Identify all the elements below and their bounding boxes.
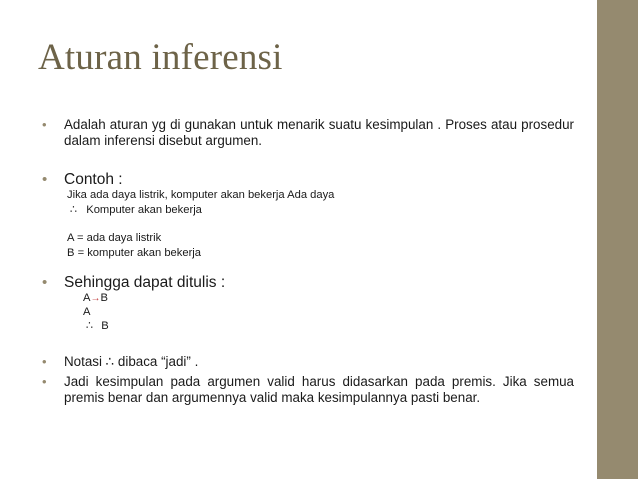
example-line-2 — [70, 203, 202, 217]
therefore-symbol: ∴ — [70, 204, 78, 216]
example-line-1: Jika ada daya listrik, komputer akan bekerja Ada daya — [67, 189, 335, 201]
formula-conclusion: B — [101, 320, 109, 332]
bullet-dot: • — [42, 374, 47, 389]
bullet-dot: • — [42, 171, 48, 188]
bullet-text: Adalah aturan yg di gunakan untuk menarik suatu kesimpulan . Proses atau prosedur dalam inferensi disebut argumen. — [64, 117, 574, 148]
slide-title: Aturan inferensi — [38, 37, 283, 78]
therefore-symbol: ∴ — [86, 320, 94, 332]
arrow-icon: → — [90, 293, 101, 304]
bullet-dot: • — [42, 117, 47, 132]
formula-line-3 — [86, 319, 109, 333]
bullet-dot: • — [42, 274, 48, 291]
bullet-text: Notasi ∴ dibaca “jadi” . — [64, 354, 199, 369]
example-def-b: B = komputer akan bekerja — [67, 247, 202, 259]
formula-line-2: A — [83, 306, 91, 318]
example-def-a: A = ada daya listrik — [67, 232, 162, 244]
bullet-dot: • — [42, 354, 47, 369]
example-conclusion: Komputer akan bekerja — [86, 204, 202, 216]
bullet-text: Jadi kesimpulan pada argumen valid harus didasarkan pada premis. Jika semua premis benar dan argumennya valid maka kesimpulannya pasti benar. — [64, 374, 574, 405]
formula-premise-b: B — [100, 292, 108, 304]
formula-line-1 — [83, 291, 108, 306]
bullet-text: Contoh : — [64, 171, 123, 188]
decorative-side-bar — [597, 0, 638, 479]
bullet-text: Sehingga dapat ditulis : — [64, 274, 226, 291]
formula-premise-a: A — [83, 292, 91, 304]
